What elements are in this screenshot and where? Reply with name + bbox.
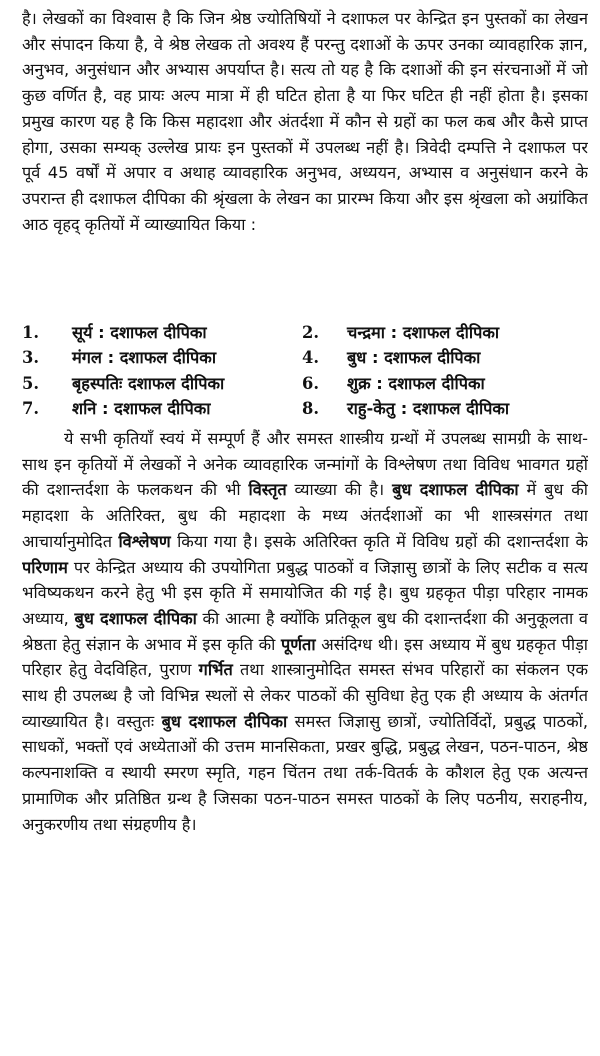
bold-book-title: बुध दशाफल दीपिका: [161, 711, 288, 731]
list-item-title: चन्द्रमा : दशाफल दीपिका: [347, 323, 500, 342]
bold-term: गर्भित: [198, 660, 233, 680]
text-segment: ये सभी कृतियाँ स्वयं में सम्पूर्ण हैं और समस्त शास्त्रीय ग्रन्थों में उपलब्ध सामग्री के साथ-साथ इन कृतियों में लेखकों ने अनेक व्यावहारिक जन्मांगों के विश्लेषण तथा विविध भावगत ग्रहों की दशान्तर्दशा के फलकथन की भी: [22, 429, 588, 500]
list-item-title: शुक्र : दशाफल दीपिका: [347, 373, 485, 393]
book-list: [22, 320, 588, 421]
list-item-title: बृहस्पतिः दशाफल दीपिका: [72, 373, 225, 393]
list-item-title: मंगल : दशाफल दीपिका: [72, 348, 217, 368]
text-segment: असंदिग्ध थी। इस अध्याय में बुध ग्रहकृत पीड़ा परिहार हेतु वेदविहित, पुराण: [22, 634, 588, 680]
list-item-number: 1.: [22, 323, 39, 342]
text-segment: पर केन्द्रित अध्याय की उपयोगिता प्रबुद्ध पाठकों व जिज्ञासु छात्रों के लिए सटीक व सत्य भविष्यकथन करने हेतु भी इस कृति में समायोजित की गई है। बुध ग्रहकृत पीड़ा परिहार नामक अध्याय,: [22, 557, 588, 628]
list-item-number: 8.: [302, 398, 319, 418]
text-segment: की आत्मा है क्योंकि प्रतिकूल बुध की दशान्तर्दशा की अनुकूलता व श्रेष्ठता हेतु संज्ञान के अभाव में इस कृति की: [22, 608, 588, 654]
list-item-title: शनि : दशाफल दीपिका: [72, 398, 211, 418]
bold-term: परिणाम: [22, 557, 68, 577]
text-segment: व्याख्या की है।: [286, 480, 393, 500]
bold-term: विस्तृत: [248, 480, 287, 500]
list-item-number: 3.: [22, 348, 39, 368]
list-item-title: राहु-केतु : दशाफल दीपिका: [347, 398, 510, 418]
text-segment: में बुध की महादशा के अतिरिक्त, बुध की महादशा के मध्य अंतर्दशाओं का भी शास्त्रसंगत तथा आचार्यानुमोदित: [22, 480, 588, 551]
text-segment: तथा शास्त्रानुमोदित समस्त संभव परिहारों का संकलन एक साथ ही उपलब्ध है जो विभिन्न स्थलों से लेकर पाठकों की सुविधा हेतु एक ही अध्याय के अंतर्गत व्याख्यायित है। वस्तुतः: [22, 660, 588, 731]
bold-book-title: बुध दशाफल दीपिका: [74, 608, 197, 628]
list-item-number: 4.: [302, 348, 319, 368]
bold-term: पूर्णता: [281, 634, 316, 654]
list-item-number: 7.: [22, 398, 39, 418]
list-item-title: सूर्य : दशाफल दीपिका: [72, 323, 207, 342]
paragraph-intro: है। लेखकों का विश्वास है कि जिन श्रेष्ठ ज्योतिषियों ने दशाफल पर केन्द्रित इन पुस्तकों का लेखन और संपादन किया है, वे श्रेष्ठ लेखक तो अवश्य हैं परन्तु दशाओं के ऊपर उनका व्यावहारिक ज्ञान, अनुभव, अनुसंधान और अभ्यास अपर्याप्त है। सत्य तो यह है कि दशाओं की इन संरचनाओं में जो कुछ वर्णित है, वह प्रायः अल्प मात्रा में ही घटित होता है या फिर घटित ही नहीं होता है। इसका प्रमुख कारण यह है कि किस महादशा और अंतर्दशा में कौन से ग्रहों का फल कब और कैसे प्राप्त होगा, उसका सम्यक् उल्लेख प्रायः इन पुस्तकों में उपलब्ध नहीं है। त्रिवेदी दम्पत्ति ने दशाफल पर पूर्व 45 वर्षों में अपार व अथाह व्यावहारिक अनुभव, अध्ययन, अभ्यास व अनुसंधान करने के उपरान्त ही दशाफल दीपिका की श्रृंखला के लेखन का प्रारम्भ किया और इस श्रृंखला को अग्रांकित आठ वृहद् कृतियों में व्याख्यायित किया :: [22, 9, 588, 234]
paragraph-description: [22, 426, 588, 1056]
list-item-title: बुध : दशाफल दीपिका: [347, 348, 481, 368]
list-item-number: 5.: [22, 373, 39, 393]
bold-term: विश्लेषण: [118, 531, 171, 551]
text-segment: किया गया है। इसके अतिरिक्त कृति में विविध ग्रहों की दशान्तर्दशा के: [170, 531, 588, 551]
text-segment: समस्त जिज्ञासु छात्रों, ज्योतिर्विदों, प्रबुद्ध पाठकों, साधकों, भक्तों एवं अध्येताओं की उत्तम मानसिकता, प्रखर बुद्धि, प्रबुद्ध लेखन, पठन-पाठन, श्रेष्ठ कल्पनाशक्ति व स्थायी स्मरण स्मृति, गहन चिंतन तथा तर्क-वितर्क के कौशल हेतु एक अत्यन्त प्रामाणिक और प्रतिष्ठित ग्रन्थ है जिसका पठन-पाठन समस्त पाठकों के लिए पठनीय, सराहनीय, अनुकरणीय तथा संग्रहणीय है।: [22, 711, 588, 834]
list-item-number: 6.: [302, 373, 319, 393]
list-item-number: 2.: [302, 323, 319, 342]
bold-book-title: बुध दशाफल दीपिका: [392, 480, 519, 500]
